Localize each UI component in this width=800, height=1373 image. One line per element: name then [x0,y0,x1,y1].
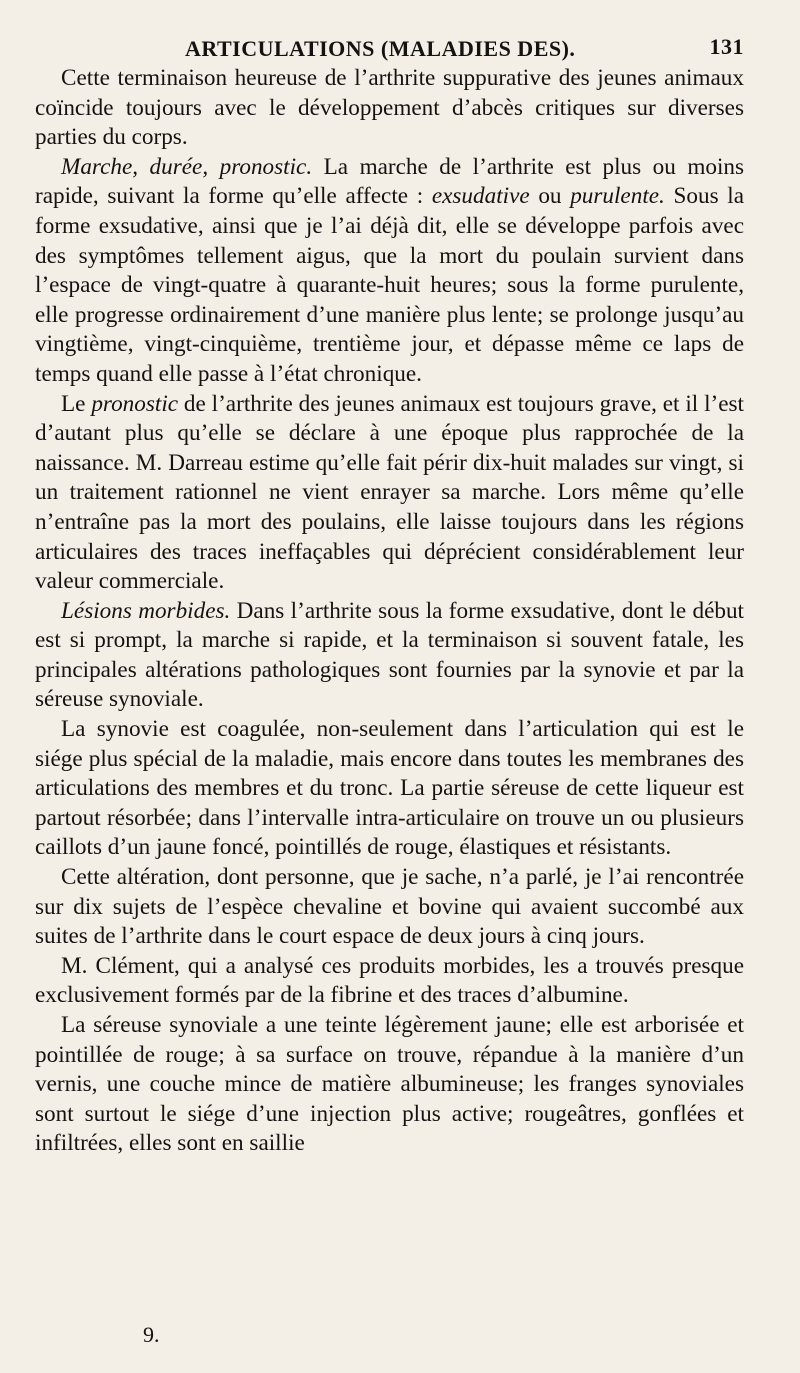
running-title: ARTICULATIONS (MALADIES DES). [185,36,576,61]
signature-mark: 9. [143,1322,160,1347]
paragraph-text: M. Clément, qui a analysé ces produits morbides, les a trouvés presque exclusivement formés par de la fibrine et des traces d’albumine. [35,952,744,1009]
paragraph-text: La marche de l’arthrite est plus ou moins rapide, suivant la forme qu’elle affecte : [35,153,745,210]
paragraph-lead: Marche, durée, pronostic. [61,153,313,180]
paragraph-7 [35,952,744,1011]
paragraph-8 [35,1011,744,1159]
page-body [35,64,744,1159]
paragraph-text: Cette altération, dont personne, que je sache, n’a parlé, je l’ai rencontrée sur dix sujets de l’espèce chevaline et bovine qui avaient succombé aux suites de l’arthrite dans le court espace de deux jours à cinq jours. [35,864,744,950]
paragraph-3 [35,390,744,597]
paragraph-5 [35,715,744,863]
paragraph-lead: Lésions morbides. [61,597,231,624]
paragraph-text: de l’arthrite des jeunes animaux est toujours grave, et il l’est d’autant plus qu’elle se déclare à une époque plus rapprochée de la naissance. M. Darreau estime qu’elle fait périr dix-huit malades sur vingt, si un traitement rationnel ne vient enrayer sa marche. Lors même qu’elle n’entraîne pas la mort des poulains, elle laisse toujours dans les régions articulaires des traces ineffaçables qui déprécient considérablement leur valeur commerciale. [35,390,744,595]
paragraph-text: Le [61,390,92,417]
emphasis-text: pronostic [91,390,179,417]
paragraph-text: Cette terminaison heureuse de l’arthrite suppurative des jeunes animaux coïncide toujours avec le développement d’abcès critiques sur diverses parties du corps. [35,65,744,151]
paragraph-4 [35,597,744,715]
paragraph-2 [35,153,744,390]
paragraph-1 [35,64,744,153]
paragraph-text: La séreuse synoviale a une teinte légèrement jaune; elle est arborisée et pointillée de rouge; à sa surface on trouve, répandue à la manière d’un vernis, une couche mince de matière albumineuse; les franges synoviales sont surtout le siége d’une injection plus active; rougeâtres, gonflées et infiltrées, elles sont en saillie [35,1012,744,1157]
page-header [35,30,744,64]
emphasis-text: exsudative [431,183,530,210]
paragraph-text: La synovie est coagulée, non-seulement dans l’articulation qui est le siége plus spécial de la maladie, mais encore dans toutes les membranes des articulations des membres et du tronc. La partie séreuse de cette liqueur est partout résorbée; dans l’intervalle intra-articulaire on trouve un ou plusieurs caillots d’un jaune foncé, pointillés de rouge, élastiques et résistants. [35,716,744,861]
page-number: 131 [709,34,744,59]
paragraph-text: Dans l’arthrite sous la forme exsudative, dont le début est si prompt, la marche si rapide, et la terminaison si souvent fatale, les principales altérations pathologiques sont fournies par la synovie et par la séreuse synoviale. [35,597,744,713]
paragraph-6 [35,863,744,952]
paragraph-text: Sous la forme exsudative, ainsi que je l’ai déjà dit, elle se développe parfois avec des symptômes tellement aigus, que la mort du poulain survient dans l’espace de vingt-quatre à quarante-huit heures; sous la forme purulente, elle progresse ordinairement d’une manière plus lente; se prolonge jusqu’au vingtième, vingt-cinquième, trentième jour, et dépasse même ce laps de temps quand elle passe à l’état chronique. [35,183,745,387]
paragraph-text: ou [529,183,571,210]
emphasis-text: purulente. [570,183,665,210]
